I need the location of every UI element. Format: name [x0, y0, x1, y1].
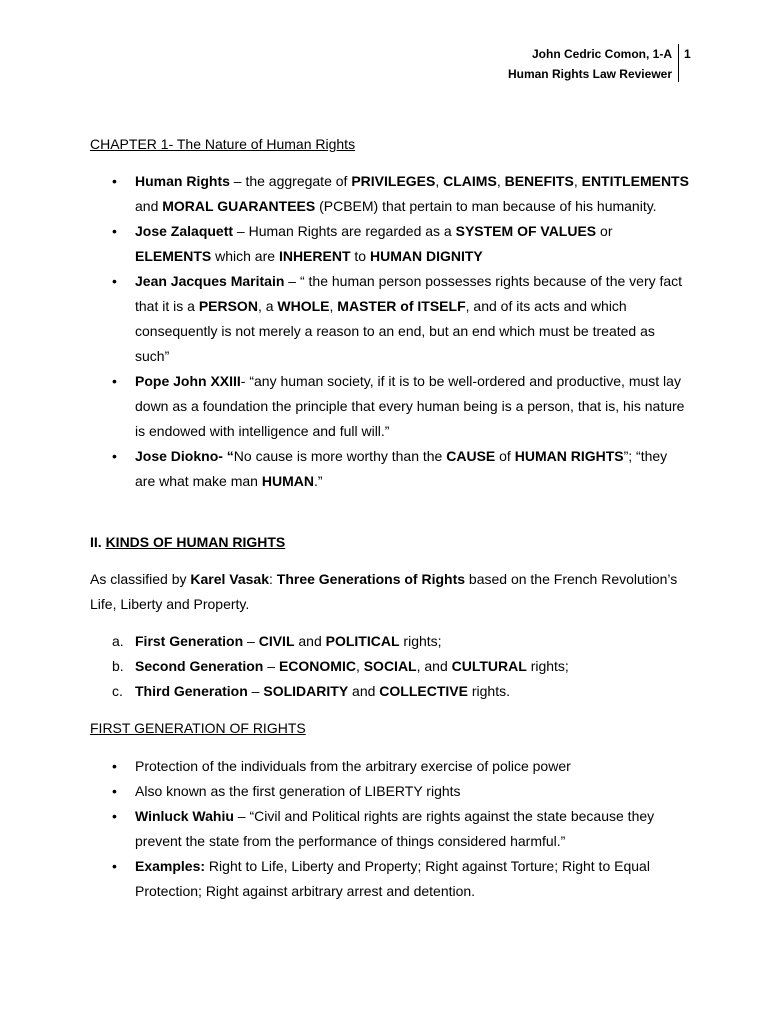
chapter-title-text: CHAPTER 1- The Nature of Human Rights: [90, 136, 356, 152]
first-generation-list: [90, 754, 690, 904]
chapter-title: [90, 132, 690, 157]
first-generation-heading-text: FIRST GENERATION OF RIGHTS: [90, 720, 306, 736]
page-number: 1: [684, 47, 691, 61]
header-divider: [678, 44, 679, 82]
classification-paragraph: As classified by Karel Vasak: Three Generations of Rights based on the French Revolution’s Life, Liberty and Property.: [90, 571, 678, 612]
list-item: • Jean Jacques Maritain – “ the human person possesses rights because of the very fact that it is a PERSON, a WHOLE, MASTER of ITSELF, and of its acts and which consequently is not merely a reason to an end, but an end which must be treated as such”: [90, 269, 690, 369]
list-item: • Pope John XXIII- “any human society, if it is to be well-ordered and productive, must lay down as a foundation the principle that every human being is a person, that is, his nature is endowed with intelligence and full will.”: [90, 369, 690, 444]
definitions-list: [90, 169, 690, 494]
section-heading: II. KINDS OF HUMAN RIGHTS: [90, 534, 286, 550]
list-item: • Jose Zalaquett – Human Rights are regarded as a SYSTEM OF VALUES or ELEMENTS which are INHERENT to HUMAN DIGNITY: [90, 219, 690, 269]
generations-list: [90, 629, 690, 704]
list-item: • Jose Diokno- “No cause is more worthy than the CAUSE of HUMAN RIGHTS”; “they are what make man HUMAN.”: [90, 444, 690, 494]
list-item: • Human Rights – the aggregate of PRIVILEGES, CLAIMS, BENEFITS, ENTITLEMENTS and MORAL GUARANTEES (PCBEM) that pertain to man because of his humanity.: [90, 169, 690, 219]
page-header: [0, 44, 768, 84]
list-item: • Protection of the individuals from the arbitrary exercise of police power: [90, 754, 690, 779]
first-generation-heading: [90, 716, 690, 741]
header-text: [508, 44, 672, 84]
header-author: John Cedric Comon, 1-A: [531, 47, 672, 61]
list-item: a. First Generation – CIVIL and POLITICAL rights;: [112, 633, 442, 649]
section-heading-text: KINDS OF HUMAN RIGHTS: [105, 534, 286, 550]
list-item: • Winluck Wahiu – “Civil and Political rights are rights against the state because they prevent the state from the performance of things considered harmful.”: [90, 804, 690, 854]
list-item: c. Third Generation – SOLIDARITY and COLLECTIVE rights.: [112, 683, 510, 699]
list-item: • Also known as the first generation of LIBERTY rights: [90, 779, 690, 804]
list-item: b. Second Generation – ECONOMIC, SOCIAL, and CULTURAL rights;: [112, 658, 569, 674]
header-subtitle: Human Rights Law Reviewer: [507, 67, 672, 81]
list-item: • Examples: Right to Life, Liberty and Property; Right against Torture; Right to Equal Protection; Right against arbitrary arrest and detention.: [90, 854, 690, 904]
